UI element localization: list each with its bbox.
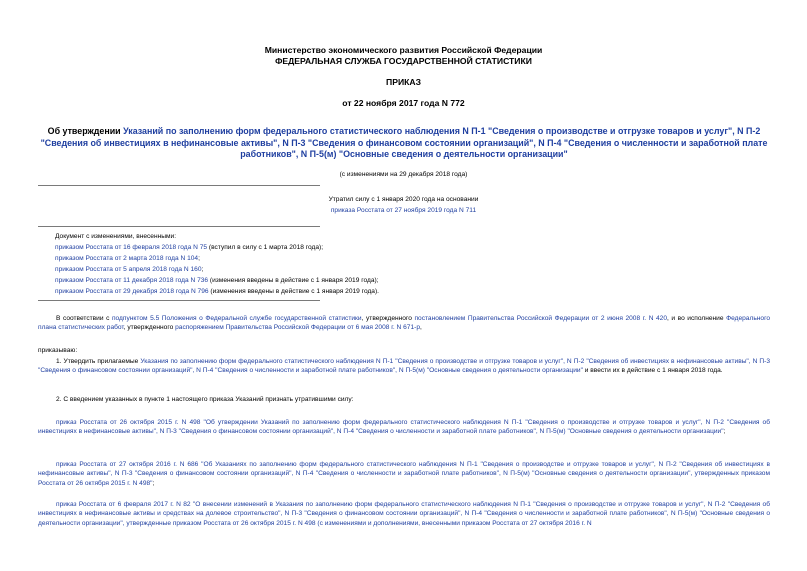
revoked-order-link[interactable]: приказ Росстата от 26 октября 2015 г. N 498 "Об утверждении Указаний по заполнению форм федерального статистического наблюдения N П-1 "Сведения о производстве и отгрузке товаров и услуг", N П-2 "Сведения об инвестициях в нефинансовые активы", N П-3 "Сведения о финансовом состоянии организаций", N П-4 "Сведения о численности и заработной плате работников", N П-5(м) "Основные сведения о деятельности организации" (38, 419, 770, 436)
preamble-paragraph: В соответствии с подпунктом 5.5 Положения о Федеральной службе государственной статистики, утвержденного постановлением Правительства Российской Федерации от 2 июня 2008 г. N 420, и во исполнение Федерального плана статистических работ, утвержденного распоряжением Правительства Российской Федерации от 6 мая 2008 г. N 671-р, (38, 315, 770, 332)
regulation-link[interactable]: подпунктом 5.5 Положения о Федеральной службе государственной статистики (111, 315, 362, 322)
ministry-name: Министерство экономического развития Российской Федерации (264, 45, 543, 55)
void-notice-text: Утратил силу с 1 января 2020 года на основании (328, 196, 479, 203)
changes-item: приказом Росстата от 16 февраля 2018 года N 75 (вступил в силу с 1 марта 2018 года); (55, 244, 324, 251)
changes-item: приказом Росстата от 29 декабря 2018 года N 796 (изменения введены в действие с 1 января 2019 года). (55, 288, 380, 295)
amendment-note: (с изменениями на 29 декабря 2018 года) (339, 171, 468, 178)
title-link[interactable]: Указаний по заполнению форм федерального статистического наблюдения N П-1 "Сведения о производстве и отгрузке товаров и услуг", N П-2 "Сведения об инвестициях в нефинансовые активы", N П-3 "Сведения о финансовом состоянии организаций", N П-4 "Сведения о численности и заработной плате работников", N П-5(м) "Основные сведения о деятельности организации" (40, 126, 768, 159)
document-date: от 22 ноября 2017 года N 772 (342, 98, 465, 108)
plan-link[interactable]: Федерального плана статистических работ (38, 315, 770, 332)
revoked-order-link[interactable]: приказ Росстата от 6 февраля 2017 г. N 82 "О внесении изменений в Указания по заполнению форм федерального статистического наблюдения N П-1 "Сведения о производстве и отгрузке товаров и услуг", N П-2 "Сведения об инвестициях в нефинансовые активы и средствах на долевое строительство", N П-3 "Сведения о финансовом состоянии организаций", N П-4 "Сведения о численности и заработной плате работников", N П-5(м) "Основные сведения о деятельности организации", утвержденные приказом Росстата от 26 октября 2015 г. N 498 (с изменениями и дополнениями, внесенными приказом Росстата от 27 октября 2016 г. N (38, 501, 770, 527)
changes-item-link[interactable]: приказом Росстата от 16 февраля 2018 года N 75 (55, 244, 208, 251)
divider (38, 185, 320, 186)
clause-1: 1. Утвердить прилагаемые Указания по заполнению форм федерального статистического наблюдения N П-1 "Сведения о производстве и отгрузке товаров и услуг", N П-2 "Сведения об инвестициях в нефинансовые активы", N П-3 "Сведения о финансовом состоянии организаций", N П-4 "Сведения о численности и заработной плате работников", N П-5(м) "Основные сведения о деятельности организации" и ввести их в действие с 1 января 2018 года. (38, 358, 771, 375)
document-type: ПРИКАЗ (386, 77, 421, 87)
clause-2: 2. С введением указанных в пункте 1 настоящего приказа Указаний признать утратившими силу: (56, 396, 354, 403)
document-title (38, 126, 770, 161)
instructions-link[interactable]: Указания по заполнению форм федерального статистического наблюдения N П-1 "Сведения о производстве и отгрузке товаров и услуг", N П-2 "Сведения об инвестициях в нефинансовые активы", N П-3 "Сведения о финансовом состоянии организаций", N П-4 "Сведения о численности и заработной плате работников", N П-5(м) "Основные сведения о деятельности организации" (38, 358, 771, 375)
divider (38, 300, 320, 301)
changes-heading: Документ с изменениями, внесенными: (55, 233, 177, 240)
void-notice (0, 206, 807, 215)
changes-item: приказом Росстата от 2 марта 2018 года N 104; (55, 255, 200, 262)
revoked-order-3 (38, 500, 770, 528)
decree-link[interactable]: постановлением Правительства Российской Федерации от 2 июня 2008 г. N 420 (414, 315, 668, 322)
order-link[interactable]: распоряжением Правительства Российской Федерации от 6 мая 2008 г. N 671-р (175, 324, 420, 332)
changes-item: приказом Росстата от 11 декабря 2018 года N 736 (изменения введены в действие с 1 января 2019 года); (55, 277, 379, 284)
changes-item-link[interactable]: приказом Росстата от 2 марта 2018 года N 104 (55, 255, 199, 262)
revoked-order-2: приказ Росстата от 27 октября 2016 г. N 686 "Об Указаниях по заполнению форм федерального статистического наблюдения N П-1 "Сведения о производстве и отгрузке товаров и услуг", N П-2 "Сведения об инвестициях в нефинансовые активы", N П-3 "Сведения о финансовом состоянии организаций", N П-4 "Сведения о численности и заработной плате работников", N П-5(м) "Основные сведения о деятельности организации", утвержденных приказом Росстата от 26 октября 2015 г. N 498"; (38, 461, 770, 487)
service-name: ФЕДЕРАЛЬНАЯ СЛУЖБА ГОСУДАРСТВЕННОЙ СТАТИСТИКИ (275, 56, 532, 66)
revoked-order-link[interactable]: приказ Росстата от 27 октября 2016 г. N 686 "Об Указаниях по заполнению форм федерального статистического наблюдения N П-1 "Сведения о производстве и отгрузке товаров и услуг", N П-2 "Сведения об инвестициях в нефинансовые активы", N П-3 "Сведения о финансовом состоянии организаций", N П-4 "Сведения о численности и заработной плате работников", N П-5(м) "Основные сведения о деятельности организации", утвержденных приказом Росстата от 26 октября 2015 г. N 498" (38, 461, 770, 487)
void-notice-link[interactable]: приказа Росстата от 27 ноября 2019 года N 711 (330, 207, 477, 214)
revoked-order-1: приказ Росстата от 26 октября 2015 г. N 498 "Об утверждении Указаний по заполнению форм федерального статистического наблюдения N П-1 "Сведения о производстве и отгрузке товаров и услуг", N П-2 "Сведения об инвестициях в нефинансовые активы", N П-3 "Сведения о финансовом состоянии организаций", N П-4 "Сведения о численности и заработной плате работников", N П-5(м) "Основные сведения о деятельности организации"; (38, 419, 770, 436)
orders-label: приказываю: (38, 347, 78, 354)
divider (38, 226, 320, 227)
changes-item-link[interactable]: приказом Росстата от 11 декабря 2018 года N 736 (55, 277, 209, 284)
title-prefix: Об утверждении (47, 126, 124, 136)
changes-item: приказом Росстата от 5 апреля 2018 года N 160; (55, 266, 204, 273)
changes-item-link[interactable]: приказом Росстата от 29 декабря 2018 года N 796 (55, 288, 209, 295)
changes-item-link[interactable]: приказом Росстата от 5 апреля 2018 года N 160 (55, 266, 202, 273)
